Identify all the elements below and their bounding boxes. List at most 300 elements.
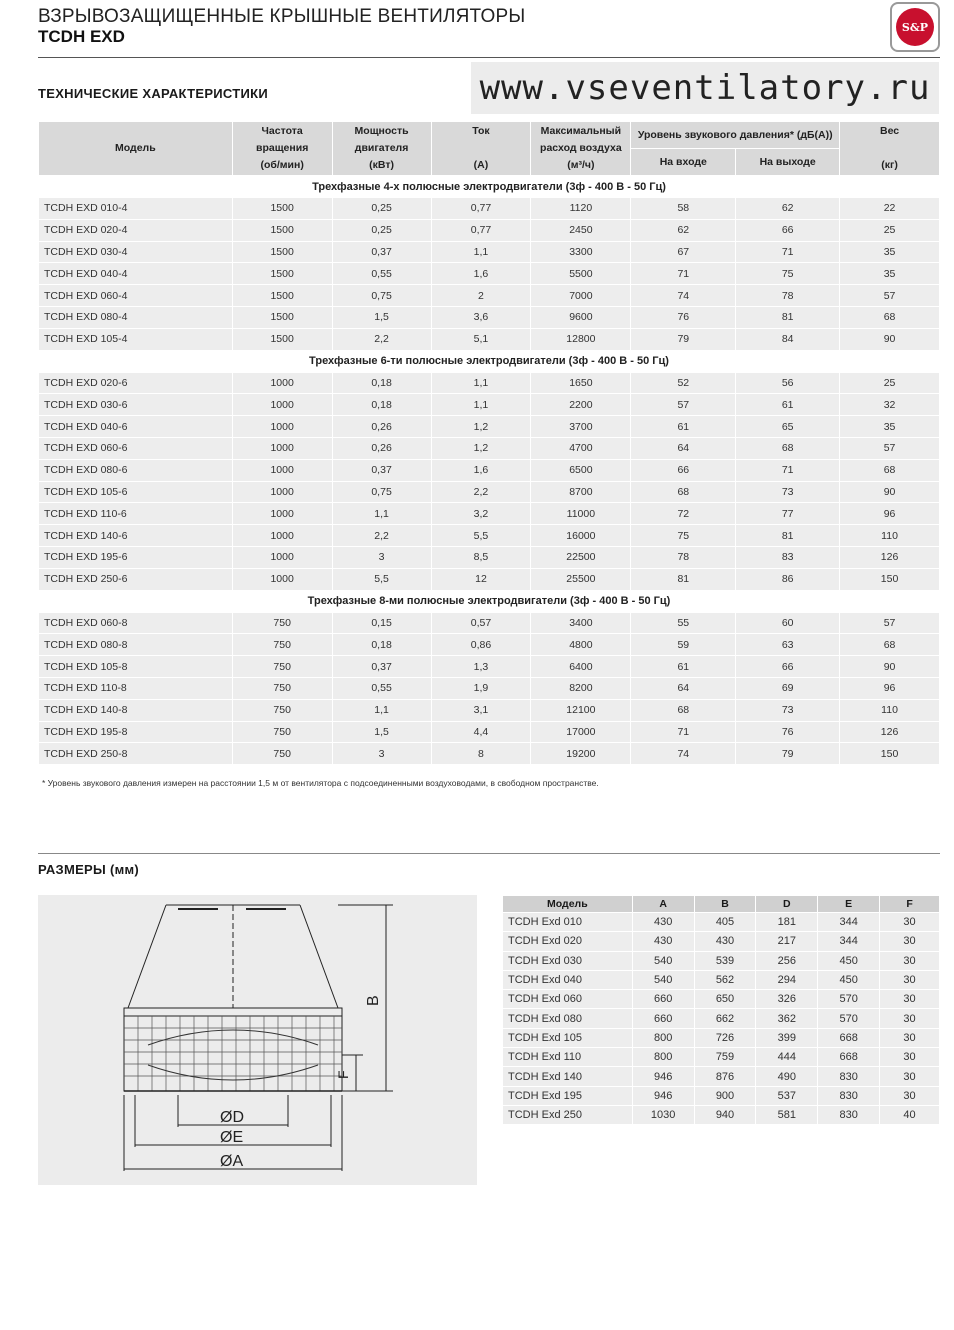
value-cell: 79	[631, 328, 736, 350]
table-row	[503, 1048, 940, 1067]
value-cell: 430	[632, 913, 694, 932]
model-cell: TCDH Exd 040	[503, 970, 633, 989]
value-cell: 11000	[531, 503, 631, 525]
value-cell: 1,1	[431, 372, 531, 394]
model-cell: TCDH Exd 195	[503, 1086, 633, 1105]
dims-header-cell: A	[632, 896, 694, 913]
value-cell: 76	[736, 721, 840, 743]
table-row	[39, 198, 940, 220]
value-cell: 1120	[531, 198, 631, 220]
value-cell: 0,77	[431, 219, 531, 241]
value-cell: 57	[840, 612, 940, 634]
table-row	[39, 743, 940, 765]
value-cell: 81	[631, 568, 736, 590]
value-cell: 0,25	[332, 198, 431, 220]
value-cell: 58	[631, 198, 736, 220]
table-row	[39, 525, 940, 547]
value-cell: 1,6	[431, 459, 531, 481]
value-cell: 1000	[232, 416, 332, 438]
value-cell: 1500	[232, 328, 332, 350]
value-cell: 78	[736, 285, 840, 307]
value-cell: 2,2	[332, 328, 431, 350]
model-cell: TCDH EXD 250-6	[39, 568, 233, 590]
group-header-row	[39, 176, 940, 198]
model-cell: TCDH EXD 060-4	[39, 285, 233, 307]
value-cell: 3	[332, 546, 431, 568]
value-cell: 430	[632, 932, 694, 951]
value-cell: 3,2	[431, 503, 531, 525]
value-cell: 25500	[531, 568, 631, 590]
group-title: Трехфазные 8-ми полюсные электродвигатели (3ф - 400 В - 50 Гц)	[39, 590, 940, 612]
value-cell: 1000	[232, 568, 332, 590]
dims-header-cell: E	[818, 896, 880, 913]
model-cell: TCDH EXD 080-6	[39, 459, 233, 481]
model-cell: TCDH Exd 140	[503, 1067, 633, 1086]
value-cell: 64	[631, 437, 736, 459]
value-cell: 1000	[232, 525, 332, 547]
value-cell: 71	[736, 459, 840, 481]
table-row	[503, 1028, 940, 1047]
value-cell: 30	[880, 1067, 940, 1086]
value-cell: 2,2	[431, 481, 531, 503]
header-sound: Уровень звукового давления* (дБ(А))	[631, 122, 840, 149]
value-cell: 86	[736, 568, 840, 590]
table-row	[503, 1009, 940, 1028]
specs-table	[38, 121, 940, 765]
value-cell: 35	[840, 263, 940, 285]
value-cell: 1,1	[332, 699, 431, 721]
value-cell: 1,1	[332, 503, 431, 525]
value-cell: 750	[232, 634, 332, 656]
value-cell: 81	[736, 525, 840, 547]
value-cell: 79	[736, 743, 840, 765]
header-weight	[840, 122, 940, 176]
value-cell: 150	[840, 743, 940, 765]
value-cell: 19200	[531, 743, 631, 765]
value-cell: 35	[840, 241, 940, 263]
model-cell: TCDH EXD 105-4	[39, 328, 233, 350]
document-subtitle: TCDH EXD	[38, 27, 125, 46]
value-cell: 40	[880, 1105, 940, 1124]
value-cell: 71	[631, 721, 736, 743]
value-cell: 62	[631, 219, 736, 241]
table-row	[503, 951, 940, 970]
model-cell: TCDH EXD 040-4	[39, 263, 233, 285]
table-row	[39, 612, 940, 634]
model-cell: TCDH EXD 060-6	[39, 437, 233, 459]
header-power-label: Мощность двигателя	[354, 125, 409, 154]
value-cell: 126	[840, 721, 940, 743]
value-cell: 30	[880, 1048, 940, 1067]
value-cell: 570	[818, 1009, 880, 1028]
value-cell: 1,2	[431, 416, 531, 438]
value-cell: 344	[818, 932, 880, 951]
value-cell: 830	[818, 1067, 880, 1086]
specs-section-title: ТЕХНИЧЕСКИЕ ХАРАКТЕРИСТИКИ	[38, 86, 269, 101]
value-cell: 1650	[531, 372, 631, 394]
model-cell: TCDH EXD 030-6	[39, 394, 233, 416]
value-cell: 1500	[232, 241, 332, 263]
value-cell: 1,1	[431, 241, 531, 263]
value-cell: 68	[736, 437, 840, 459]
value-cell: 30	[880, 913, 940, 932]
value-cell: 1000	[232, 437, 332, 459]
model-cell: TCDH EXD 080-8	[39, 634, 233, 656]
value-cell: 0,57	[431, 612, 531, 634]
table-row	[39, 416, 940, 438]
value-cell: 1,3	[431, 656, 531, 678]
model-cell: TCDH Exd 105	[503, 1028, 633, 1047]
value-cell: 3	[332, 743, 431, 765]
value-cell: 66	[736, 219, 840, 241]
value-cell: 668	[818, 1028, 880, 1047]
header-airflow	[531, 122, 631, 176]
value-cell: 81	[736, 306, 840, 328]
header-power	[332, 122, 431, 176]
header-speed-label: Частота вращения	[255, 125, 309, 154]
value-cell: 490	[756, 1067, 818, 1086]
base-ring	[124, 1008, 342, 1016]
model-cell: TCDH EXD 250-8	[39, 743, 233, 765]
value-cell: 22500	[531, 546, 631, 568]
value-cell: 84	[736, 328, 840, 350]
value-cell: 540	[632, 970, 694, 989]
housing-right-edge	[300, 905, 338, 1008]
table-row	[39, 219, 940, 241]
value-cell: 294	[756, 970, 818, 989]
group-title: Трехфазные 6-ти полюсные электродвигатели (3ф - 400 В - 50 Гц)	[39, 350, 940, 372]
value-cell: 12100	[531, 699, 631, 721]
value-cell: 62	[736, 198, 840, 220]
value-cell: 64	[631, 677, 736, 699]
model-cell: TCDH EXD 110-8	[39, 677, 233, 699]
table-row	[39, 241, 940, 263]
value-cell: 1000	[232, 372, 332, 394]
value-cell: 0,75	[332, 285, 431, 307]
model-cell: TCDH Exd 110	[503, 1048, 633, 1067]
watermark-url: www.vseventilatory.ru	[471, 62, 939, 114]
value-cell: 1,5	[332, 306, 431, 328]
header-weight-unit: (кг)	[881, 159, 898, 171]
value-cell: 25	[840, 219, 940, 241]
table-row	[39, 394, 940, 416]
header-sound-in: На входе	[631, 149, 736, 176]
value-cell: 3,1	[431, 699, 531, 721]
value-cell: 8,5	[431, 546, 531, 568]
value-cell: 2450	[531, 219, 631, 241]
table-row	[503, 913, 940, 932]
value-cell: 662	[694, 1009, 756, 1028]
value-cell: 2200	[531, 394, 631, 416]
value-cell: 0,37	[332, 241, 431, 263]
value-cell: 25	[840, 372, 940, 394]
value-cell: 256	[756, 951, 818, 970]
value-cell: 0,77	[431, 198, 531, 220]
value-cell: 450	[818, 970, 880, 989]
value-cell: 660	[632, 990, 694, 1009]
value-cell: 562	[694, 970, 756, 989]
value-cell: 1030	[632, 1105, 694, 1124]
value-cell: 750	[232, 656, 332, 678]
value-cell: 72	[631, 503, 736, 525]
value-cell: 0,26	[332, 437, 431, 459]
value-cell: 96	[840, 503, 940, 525]
value-cell: 1000	[232, 546, 332, 568]
table-row	[39, 481, 940, 503]
value-cell: 726	[694, 1028, 756, 1047]
label-e: ØE	[220, 1129, 244, 1146]
value-cell: 61	[631, 416, 736, 438]
value-cell: 1500	[232, 285, 332, 307]
table-row	[39, 699, 940, 721]
model-cell: TCDH Exd 020	[503, 932, 633, 951]
value-cell: 90	[840, 328, 940, 350]
value-cell: 32	[840, 394, 940, 416]
value-cell: 78	[631, 546, 736, 568]
group-header-row	[39, 350, 940, 372]
value-cell: 60	[736, 612, 840, 634]
value-cell: 96	[840, 677, 940, 699]
value-cell: 750	[232, 612, 332, 634]
value-cell: 1,6	[431, 263, 531, 285]
model-cell: TCDH EXD 010-4	[39, 198, 233, 220]
value-cell: 1000	[232, 459, 332, 481]
value-cell: 90	[840, 656, 940, 678]
value-cell: 57	[840, 437, 940, 459]
value-cell: 1,5	[332, 721, 431, 743]
value-cell: 750	[232, 699, 332, 721]
header-weight-label: Вес	[879, 125, 900, 137]
value-cell: 800	[632, 1028, 694, 1047]
value-cell: 57	[840, 285, 940, 307]
value-cell: 430	[694, 932, 756, 951]
model-cell: TCDH EXD 030-4	[39, 241, 233, 263]
table-row	[39, 263, 940, 285]
model-cell: TCDH EXD 110-6	[39, 503, 233, 525]
value-cell: 110	[840, 699, 940, 721]
value-cell: 76	[631, 306, 736, 328]
value-cell: 22	[840, 198, 940, 220]
value-cell: 74	[631, 285, 736, 307]
value-cell: 77	[736, 503, 840, 525]
value-cell: 73	[736, 481, 840, 503]
value-cell: 110	[840, 525, 940, 547]
table-row	[39, 503, 940, 525]
header-airflow-label: Максимальный расход воздуха	[540, 125, 622, 154]
label-a: ØA	[220, 1153, 244, 1170]
value-cell: 5,5	[332, 568, 431, 590]
value-cell: 5,5	[431, 525, 531, 547]
value-cell: 2	[431, 285, 531, 307]
value-cell: 3400	[531, 612, 631, 634]
value-cell: 405	[694, 913, 756, 932]
value-cell: 12	[431, 568, 531, 590]
value-cell: 581	[756, 1105, 818, 1124]
fan-drawing-svg	[38, 895, 477, 1185]
value-cell: 68	[840, 459, 940, 481]
fan-dimension-drawing	[38, 895, 477, 1185]
label-f: F	[335, 1070, 351, 1079]
value-cell: 8	[431, 743, 531, 765]
value-cell: 68	[631, 699, 736, 721]
value-cell: 900	[694, 1086, 756, 1105]
value-cell: 30	[880, 990, 940, 1009]
value-cell: 3,6	[431, 306, 531, 328]
value-cell: 17000	[531, 721, 631, 743]
value-cell: 450	[818, 951, 880, 970]
table-row	[39, 328, 940, 350]
table-row	[503, 932, 940, 951]
value-cell: 750	[232, 677, 332, 699]
value-cell: 90	[840, 481, 940, 503]
value-cell: 59	[631, 634, 736, 656]
value-cell: 30	[880, 951, 940, 970]
value-cell: 61	[736, 394, 840, 416]
value-cell: 1500	[232, 263, 332, 285]
value-cell: 63	[736, 634, 840, 656]
value-cell: 1000	[232, 503, 332, 525]
header-power-unit: (кВт)	[369, 159, 394, 171]
model-cell: TCDH EXD 195-6	[39, 546, 233, 568]
value-cell: 16000	[531, 525, 631, 547]
brand-logo	[890, 2, 940, 52]
value-cell: 539	[694, 951, 756, 970]
header-current-unit: (А)	[473, 159, 489, 171]
dims-header-cell: Модель	[503, 896, 633, 913]
value-cell: 0,37	[332, 656, 431, 678]
value-cell: 30	[880, 1009, 940, 1028]
table-row	[39, 306, 940, 328]
value-cell: 55	[631, 612, 736, 634]
value-cell: 0,25	[332, 219, 431, 241]
value-cell: 181	[756, 913, 818, 932]
value-cell: 5,1	[431, 328, 531, 350]
value-cell: 570	[818, 990, 880, 1009]
header-model: Модель	[39, 122, 233, 176]
value-cell: 1,1	[431, 394, 531, 416]
value-cell: 74	[631, 743, 736, 765]
value-cell: 1000	[232, 394, 332, 416]
header-divider	[38, 57, 940, 58]
group-title: Трехфазные 4-х полюсные электродвигатели (3ф - 400 В - 50 Гц)	[39, 176, 940, 198]
value-cell: 71	[736, 241, 840, 263]
table-row	[503, 1105, 940, 1124]
value-cell: 5500	[531, 263, 631, 285]
value-cell: 30	[880, 1028, 940, 1047]
model-cell: TCDH Exd 010	[503, 913, 633, 932]
model-cell: TCDH EXD 140-6	[39, 525, 233, 547]
value-cell: 52	[631, 372, 736, 394]
value-cell: 537	[756, 1086, 818, 1105]
model-cell: TCDH EXD 060-8	[39, 612, 233, 634]
value-cell: 0,15	[332, 612, 431, 634]
value-cell: 399	[756, 1028, 818, 1047]
value-cell: 1500	[232, 219, 332, 241]
value-cell: 0,55	[332, 677, 431, 699]
value-cell: 7000	[531, 285, 631, 307]
header-current	[431, 122, 531, 176]
value-cell: 0,18	[332, 372, 431, 394]
table-row	[39, 721, 940, 743]
value-cell: 30	[880, 970, 940, 989]
model-cell: TCDH Exd 080	[503, 1009, 633, 1028]
value-cell: 830	[818, 1086, 880, 1105]
model-cell: TCDH Exd 250	[503, 1105, 633, 1124]
value-cell: 12800	[531, 328, 631, 350]
group-header-row	[39, 590, 940, 612]
value-cell: 6400	[531, 656, 631, 678]
value-cell: 217	[756, 932, 818, 951]
value-cell: 3300	[531, 241, 631, 263]
value-cell: 4800	[531, 634, 631, 656]
table-row	[39, 459, 940, 481]
table-row	[503, 1067, 940, 1086]
model-cell: TCDH EXD 195-8	[39, 721, 233, 743]
table-row	[39, 656, 940, 678]
value-cell: 71	[631, 263, 736, 285]
value-cell: 759	[694, 1048, 756, 1067]
value-cell: 61	[631, 656, 736, 678]
value-cell: 946	[632, 1067, 694, 1086]
model-cell: TCDH Exd 030	[503, 951, 633, 970]
value-cell: 4,4	[431, 721, 531, 743]
table-row	[39, 546, 940, 568]
value-cell: 444	[756, 1048, 818, 1067]
value-cell: 35	[840, 416, 940, 438]
value-cell: 66	[631, 459, 736, 481]
value-cell: 57	[631, 394, 736, 416]
value-cell: 75	[631, 525, 736, 547]
value-cell: 0,55	[332, 263, 431, 285]
value-cell: 75	[736, 263, 840, 285]
value-cell: 1500	[232, 306, 332, 328]
model-cell: TCDH EXD 140-8	[39, 699, 233, 721]
model-cell: TCDH EXD 020-4	[39, 219, 233, 241]
header-airflow-unit: (м³/ч)	[567, 159, 595, 171]
value-cell: 326	[756, 990, 818, 1009]
value-cell: 68	[840, 634, 940, 656]
value-cell: 1000	[232, 481, 332, 503]
header-current-label: Ток	[472, 125, 490, 137]
value-cell: 1500	[232, 198, 332, 220]
header-sound-out: На выходе	[736, 149, 840, 176]
footnote: * Уровень звукового давления измерен на расстоянии 1,5 м от вентилятора с подсоединенными воздуховодами, в свободном пространстве.	[42, 778, 599, 788]
dimensions-section-title: РАЗМЕРЫ (мм)	[38, 862, 140, 877]
section-divider	[38, 853, 940, 854]
model-cell: TCDH EXD 105-8	[39, 656, 233, 678]
value-cell: 0,75	[332, 481, 431, 503]
value-cell: 750	[232, 721, 332, 743]
value-cell: 344	[818, 913, 880, 932]
value-cell: 0,18	[332, 634, 431, 656]
value-cell: 750	[232, 743, 332, 765]
value-cell: 68	[840, 306, 940, 328]
value-cell: 2,2	[332, 525, 431, 547]
value-cell: 30	[880, 932, 940, 951]
value-cell: 946	[632, 1086, 694, 1105]
value-cell: 830	[818, 1105, 880, 1124]
value-cell: 56	[736, 372, 840, 394]
model-cell: TCDH EXD 040-6	[39, 416, 233, 438]
value-cell: 940	[694, 1105, 756, 1124]
value-cell: 9600	[531, 306, 631, 328]
value-cell: 540	[632, 951, 694, 970]
header-speed-unit: (об/мин)	[260, 159, 304, 171]
table-row	[39, 437, 940, 459]
label-d: ØD	[220, 1109, 244, 1126]
value-cell: 362	[756, 1009, 818, 1028]
value-cell: 8700	[531, 481, 631, 503]
